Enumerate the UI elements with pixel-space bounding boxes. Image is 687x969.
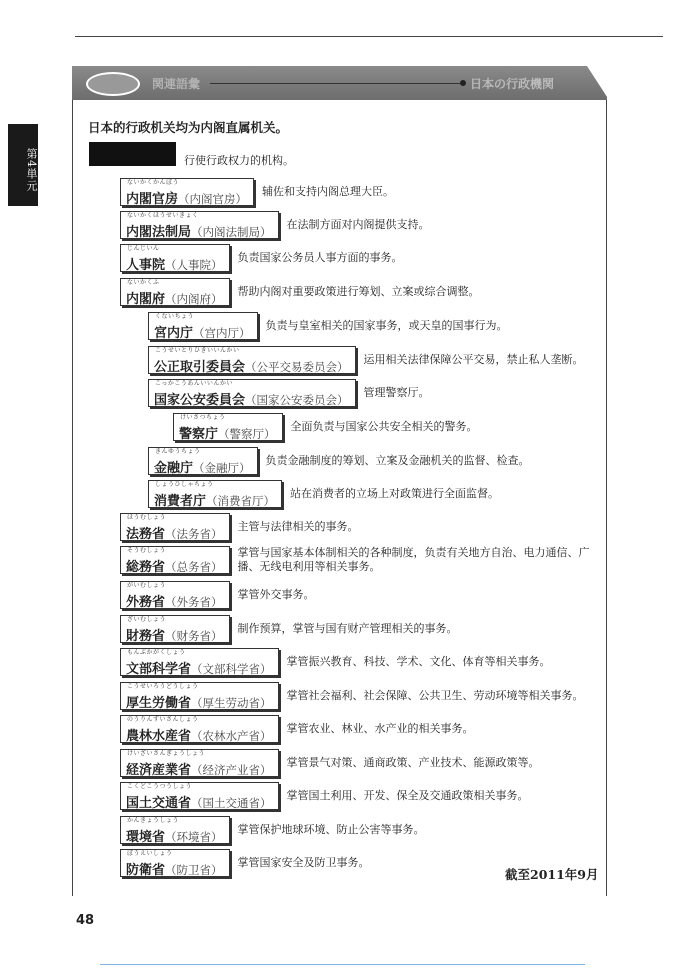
- agency-name-box: [120, 513, 230, 541]
- agency-name-box: [120, 211, 279, 239]
- agency-name-jp: 警察庁: [179, 427, 219, 442]
- agency-row: [120, 682, 584, 710]
- agency-name-jp: 内閣府: [126, 292, 166, 307]
- agency-name-cn: （国家公安委员会）: [245, 393, 349, 407]
- agency-row: [120, 615, 458, 643]
- agency-description: 负责与皇室相关的国家事务，或天皇的国事行为。: [265, 319, 508, 332]
- agency-ruby: ないかくほうせいきょく: [127, 212, 199, 219]
- agency-name-cn: （总务省）: [165, 560, 223, 574]
- agency-name-jp: 防衛省: [126, 863, 166, 878]
- agency-description: 运用相关法律保障公平交易，禁止私人垄断。: [363, 353, 584, 366]
- agency-ruby: けいさつちょう: [180, 414, 226, 421]
- agency-name-cn: （内阁法制局）: [191, 225, 272, 239]
- top-rule: [75, 36, 663, 37]
- speech-bubble-icon: [86, 72, 140, 96]
- agency-name-cn: （农林水产省）: [191, 729, 272, 743]
- agency-description: 全面负责与国家公共安全相关的警务。: [290, 420, 478, 433]
- agency-row: [120, 178, 394, 206]
- agency-row: [120, 513, 359, 541]
- agency-name-jp: 農林水産省: [126, 729, 192, 744]
- agency-description: 管理警察厅。: [363, 386, 430, 399]
- agency-ruby: こうせいろうどうしょう: [127, 683, 199, 690]
- agency-name-box: [120, 816, 230, 844]
- agency-ruby: がいむしょう: [127, 582, 167, 589]
- agency-row: [173, 413, 478, 441]
- agency-name-box: [120, 615, 230, 643]
- agency-row: [120, 211, 430, 239]
- agency-row: [148, 379, 430, 407]
- agency-ruby: こうせいとりひきいいんかい: [155, 347, 240, 354]
- agency-row: [148, 346, 584, 374]
- agency-name-jp: 消費者庁: [154, 494, 207, 509]
- header-rule: [210, 83, 460, 84]
- agency-ruby: こくどこうつうしょう: [127, 783, 193, 790]
- agency-name-cn: （法务省）: [165, 527, 223, 541]
- agency-ruby: そうむしょう: [127, 547, 167, 554]
- agency-name-cn: （内阁官房）: [178, 192, 248, 206]
- agency-description: 制作预算，掌管与国有财产管理相关的事务。: [237, 622, 458, 635]
- intro-text: 日本的行政机关均为内阁直属机关。: [88, 120, 289, 135]
- redacted-term-box: [89, 142, 176, 166]
- header-dot: [460, 80, 466, 86]
- agency-description: 掌管景气对策、通商政策、产业技术、能源政策等。: [286, 756, 540, 769]
- agency-description: 辅佐和支持内阁总理大臣。: [262, 185, 395, 198]
- agency-name-cn: （经济产业省）: [191, 763, 272, 777]
- agency-row: [148, 480, 499, 508]
- agency-row: [120, 715, 474, 743]
- agency-row: [120, 244, 403, 272]
- agency-row: [120, 849, 370, 877]
- agency-ruby: こっかこうあんいいんかい: [155, 380, 233, 387]
- header-label: 関連語彙: [152, 77, 201, 91]
- agency-name-jp: 文部科学省: [126, 662, 192, 677]
- agency-row: [120, 749, 540, 777]
- agency-description: 站在消费者的立场上对政策进行全面监督。: [290, 487, 500, 500]
- agency-description: 帮助内阁对重要政策进行筹划、立案或综合调整。: [237, 285, 480, 298]
- agency-name-cn: （环境省）: [165, 830, 223, 844]
- agency-name-box: [148, 346, 356, 374]
- agency-row: [120, 648, 551, 676]
- agency-description: 负责国家公务员人事方面的事务。: [237, 251, 403, 264]
- unit-side-tab: 第4単元: [8, 124, 38, 206]
- agency-name-jp: 環境省: [126, 830, 166, 845]
- agency-row: [120, 581, 315, 609]
- date-note: 截至2011年9月: [505, 867, 599, 882]
- agency-name-box: [148, 447, 258, 475]
- agency-ruby: ざいむしょう: [127, 616, 167, 623]
- agency-name-jp: 外務省: [126, 595, 166, 610]
- agency-ruby: けいざいさんぎょうしょう: [127, 750, 206, 757]
- agency-name-cn: （警察厅）: [218, 427, 276, 441]
- agency-row: [120, 546, 608, 574]
- agency-name-jp: 内閣法制局: [126, 225, 192, 240]
- agency-name-box: [120, 782, 279, 810]
- agency-name-jp: 法務省: [126, 527, 166, 542]
- agency-row: [148, 447, 530, 475]
- executive-description: 行使行政权力的机构。: [184, 154, 294, 167]
- agency-ruby: ほうむしょう: [127, 514, 167, 521]
- agency-ruby: じんじいん: [127, 245, 160, 252]
- agency-name-jp: 財務省: [126, 629, 166, 644]
- agency-description: 掌管外交事务。: [237, 588, 315, 601]
- agency-description: 负责金融制度的筹划、立案及金融机关的监督、检查。: [265, 454, 530, 467]
- agency-description: 掌管社会福利、社会保障、公共卫生、劳动环境等相关事务。: [286, 689, 584, 702]
- agency-name-jp: 内閣官房: [126, 192, 179, 207]
- agency-ruby: くないちょう: [155, 313, 195, 320]
- agency-description: 掌管与国家基本体制相关的各种制度，负责有关地方自治、电力通信、广播、无线电利用等相关事务。: [237, 546, 590, 573]
- agency-name-cn: （厚生劳动省）: [191, 696, 272, 710]
- agency-name-box: [120, 682, 279, 710]
- agency-name-box: [120, 715, 279, 743]
- agency-name-jp: 金融庁: [154, 461, 194, 476]
- agency-row: [120, 816, 425, 844]
- agency-name-cn: （文部科学省）: [191, 662, 272, 676]
- agency-ruby: かんきょうしょう: [127, 817, 180, 824]
- agency-name-cn: （防卫省）: [165, 863, 223, 877]
- agency-name-box: [173, 413, 283, 441]
- agency-row: [120, 782, 529, 810]
- box-header: [72, 66, 607, 100]
- agency-row: [148, 312, 508, 340]
- agency-name-box: [120, 581, 230, 609]
- agency-name-cn: （金融厅）: [193, 461, 251, 475]
- bottom-rule: [100, 964, 585, 965]
- agency-name-jp: 国土交通省: [126, 796, 192, 811]
- page-fold-corner: [587, 66, 609, 100]
- agency-name-jp: 公正取引委員会: [154, 360, 246, 375]
- agency-ruby: しょうひしゃちょう: [155, 481, 214, 488]
- agency-name-box: [148, 312, 258, 340]
- agency-description: 主管与法律相关的事务。: [237, 520, 359, 533]
- agency-name-jp: 経済産業省: [126, 763, 192, 778]
- agency-name-box: [120, 178, 254, 206]
- agency-name-cn: （财务省）: [165, 629, 223, 643]
- agency-name-cn: （人事院）: [165, 258, 223, 272]
- agency-ruby: きんゆうちょう: [155, 448, 201, 455]
- agency-description: 掌管振兴教育、科技、学术、文化、体育等相关事务。: [286, 655, 551, 668]
- agency-name-jp: 国家公安委員会: [154, 393, 246, 408]
- agency-name-cn: （消费省厅）: [206, 494, 276, 508]
- agency-name-box: [148, 480, 282, 508]
- agency-name-cn: （外务省）: [165, 595, 223, 609]
- agency-name-jp: 宮内庁: [154, 326, 194, 341]
- agency-name-jp: 人事院: [126, 258, 166, 273]
- agency-description: 在法制方面对内阁提供支持。: [286, 218, 430, 231]
- agency-name-jp: 厚生労働省: [126, 696, 192, 711]
- page-number: 48: [76, 913, 95, 928]
- header-title: 日本の行政機関: [470, 77, 555, 91]
- agency-ruby: もんぶかがくしょう: [127, 649, 186, 656]
- agency-name-box: [120, 849, 230, 877]
- agency-name-cn: （内阁府）: [165, 292, 223, 306]
- agency-name-box: [120, 749, 279, 777]
- agency-ruby: ないかくふ: [127, 279, 160, 286]
- agency-description: 掌管国家安全及防卫事务。: [237, 856, 370, 869]
- agency-name-jp: 総務省: [126, 560, 166, 575]
- agency-ruby: ないかくかんぼう: [127, 179, 180, 186]
- agency-name-box: [120, 648, 279, 676]
- agency-name-box: [120, 278, 230, 306]
- agency-name-cn: （国土交通省）: [191, 796, 272, 810]
- agency-name-cn: （公平交易委员会）: [245, 360, 349, 374]
- agency-row: [120, 278, 480, 306]
- agency-ruby: のうりんすいさんしょう: [127, 716, 199, 723]
- agency-description: 掌管国土利用、开发、保全及交通政策相关事务。: [286, 789, 529, 802]
- agency-name-cn: （宫内厅）: [193, 326, 251, 340]
- agency-ruby: ぼうえいしょう: [127, 850, 173, 857]
- agency-description: 掌管保护地球环境、防止公害等事务。: [237, 823, 425, 836]
- agency-name-box: [148, 379, 356, 407]
- agency-description: 掌管农业、林业、水产业的相关事务。: [286, 722, 474, 735]
- agency-name-box: [120, 244, 230, 272]
- agency-name-box: [120, 546, 230, 574]
